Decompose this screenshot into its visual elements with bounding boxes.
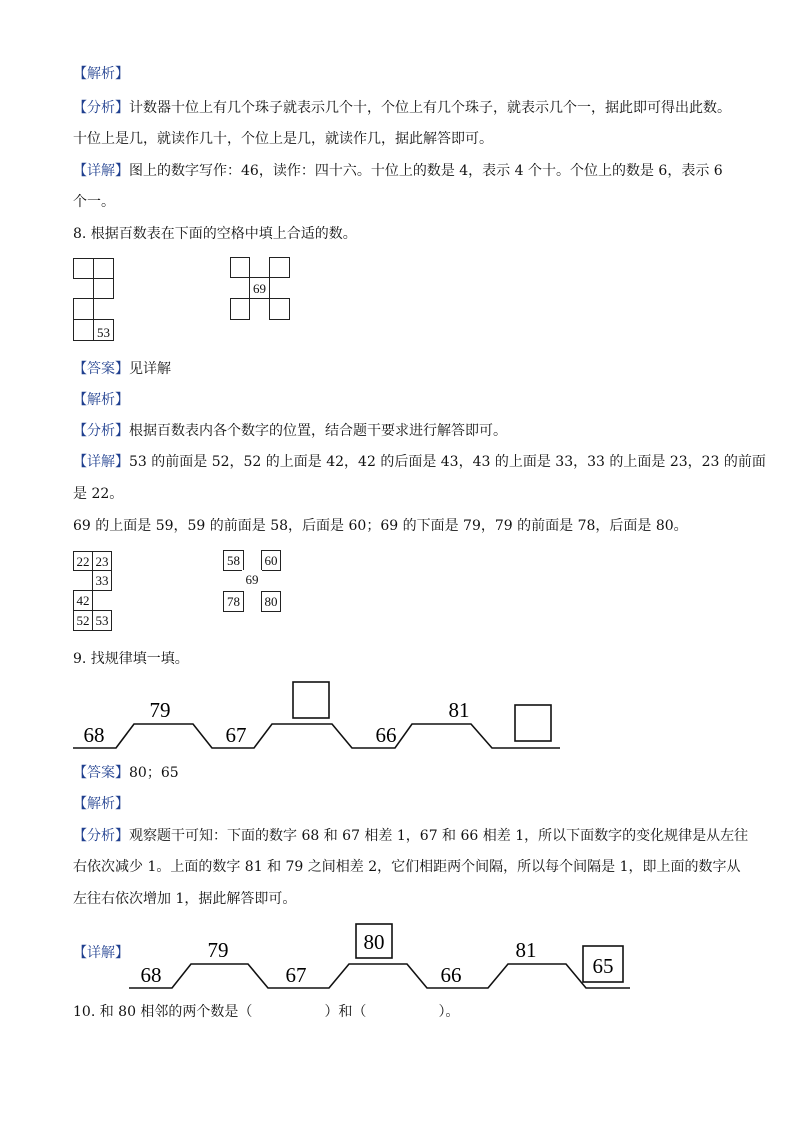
answer-cell: 58 xyxy=(223,550,244,571)
q8-fenxi-text: 根据百数表内各个数字的位置，结合题干要求进行解答即可。 xyxy=(129,423,507,439)
blank-cell xyxy=(73,258,94,279)
blank-cell xyxy=(93,258,114,279)
q7-fenxi-line-2: 十位上是几，就读作几十，个位上是几，就读作几，据此解答即可。 xyxy=(73,131,493,147)
q9-fenxi-line-2: 右依次减少 1。上面的数字 81 和 79 之间相差 2，它们相距两个间隔，所以每个间隔是 1，即上面的数字从 xyxy=(73,859,741,875)
q8-title: 8. 根据百数表在下面的空格中填上合适的数。 xyxy=(73,226,357,242)
q8-jiexi-heading: 【解析】 xyxy=(73,392,129,408)
number-66: 66 xyxy=(375,723,397,747)
given-cell-69: 69 xyxy=(249,277,270,299)
blank-box xyxy=(515,705,551,741)
q8-xiangjie-line-2: 是 22。 xyxy=(73,486,124,502)
number-79: 79 xyxy=(207,938,229,962)
q9-fenxi-line-1 xyxy=(73,826,748,846)
daan-tag: 【答案】 xyxy=(73,765,129,781)
q10-text-a: 10. 和 80 相邻的两个数是（ xyxy=(73,1004,253,1020)
blank-cell xyxy=(73,298,94,320)
answer-cell: 69 xyxy=(242,570,262,591)
number-68: 68 xyxy=(140,963,162,987)
number-66: 66 xyxy=(440,963,462,987)
fenxi-tag: 【分析】 xyxy=(73,423,129,439)
answer-cell: 23 xyxy=(92,551,112,571)
q8-xiangjie-text-1: 53 的前面是 52，52 的上面是 42，42 的后面是 43，43 的上面是 33，33 的上面是 23，23 的前面 xyxy=(129,454,766,470)
q9-xiangjie-heading: 【详解】 xyxy=(73,945,129,961)
answer-cell: 78 xyxy=(223,591,244,612)
given-cell-53: 53 xyxy=(93,319,114,341)
zigzag-line xyxy=(73,724,560,748)
xiangjie-tag: 【详解】 xyxy=(73,454,129,470)
q9-zigzag-figure xyxy=(0,678,794,758)
number-79: 79 xyxy=(149,698,171,722)
answer-65: 65 xyxy=(592,954,614,978)
q8-answer-text: 见详解 xyxy=(129,361,171,377)
q7-jiexi-heading: 【解析】 xyxy=(73,66,129,82)
q10-text-b: ）和（ xyxy=(324,1004,367,1020)
q9-title: 9. 找规律填一填。 xyxy=(73,651,189,667)
answer-cell: 80 xyxy=(261,591,281,612)
blank-cell xyxy=(269,298,290,320)
q9-fenxi-line-3: 左往右依次增加 1，据此解答即可。 xyxy=(73,891,297,907)
q9-answer-text: 80；65 xyxy=(129,765,179,781)
number-67: 67 xyxy=(285,963,307,987)
q7-fenxi-line-1 xyxy=(73,98,731,118)
number-67: 67 xyxy=(225,723,247,747)
q7-fenxi-text-1: 计数器十位上有几个珠子就表示几个十，个位上有几个珠子，就表示几个一，据此即可得出此数。 xyxy=(129,100,731,116)
answer-cell: 42 xyxy=(73,590,93,611)
q9-fenxi-text-1: 观察题干可知：下面的数字 68 和 67 相差 1，67 和 66 相差 1，所以下面数字的变化规律是从左往 xyxy=(129,828,749,844)
q9-answer-zigzag-figure xyxy=(0,918,794,998)
blank-cell xyxy=(73,319,94,341)
number-81: 81 xyxy=(448,698,470,722)
answer-cell: 53 xyxy=(92,610,112,631)
q9-answer-line xyxy=(73,763,179,783)
q7-xiangjie-text-1: 图上的数字写作：46，读作：四十六。十位上的数是 4，表示 4 个十。个位上的数是 6，表示 6 xyxy=(129,163,723,179)
blank-cell xyxy=(230,257,250,278)
q8-fenxi-line xyxy=(73,421,507,441)
blank-cell xyxy=(93,278,114,299)
q10-text-c: ）。 xyxy=(438,1004,460,1020)
q7-xiangjie-line-1 xyxy=(73,161,723,181)
blank-cell xyxy=(230,298,250,320)
number-68: 68 xyxy=(83,723,105,747)
fenxi-tag: 【分析】 xyxy=(73,100,129,116)
blank-box xyxy=(293,682,329,718)
answer-cell: 22 xyxy=(73,551,93,571)
blank-cell xyxy=(269,257,290,278)
answer-cell: 33 xyxy=(92,570,112,591)
number-81: 81 xyxy=(515,938,537,962)
q8-xiangjie-line-3: 69 的上面是 59，59 的前面是 58，后面是 60；69 的下面是 79，79 的前面是 78，后面是 80。 xyxy=(73,518,688,534)
q8-answer-line xyxy=(73,359,171,379)
answer-cell: 60 xyxy=(261,550,281,571)
answer-80: 80 xyxy=(363,930,385,954)
q8-xiangjie-line-1 xyxy=(73,452,766,472)
q7-xiangjie-line-2: 个一。 xyxy=(73,194,115,210)
fenxi-tag: 【分析】 xyxy=(73,828,129,844)
daan-tag: 【答案】 xyxy=(73,361,129,377)
answer-cell: 52 xyxy=(73,610,93,631)
q10-line xyxy=(73,1002,459,1022)
q9-jiexi-heading: 【解析】 xyxy=(73,796,129,812)
xiangjie-tag: 【详解】 xyxy=(73,163,129,179)
zigzag-line xyxy=(129,964,630,988)
